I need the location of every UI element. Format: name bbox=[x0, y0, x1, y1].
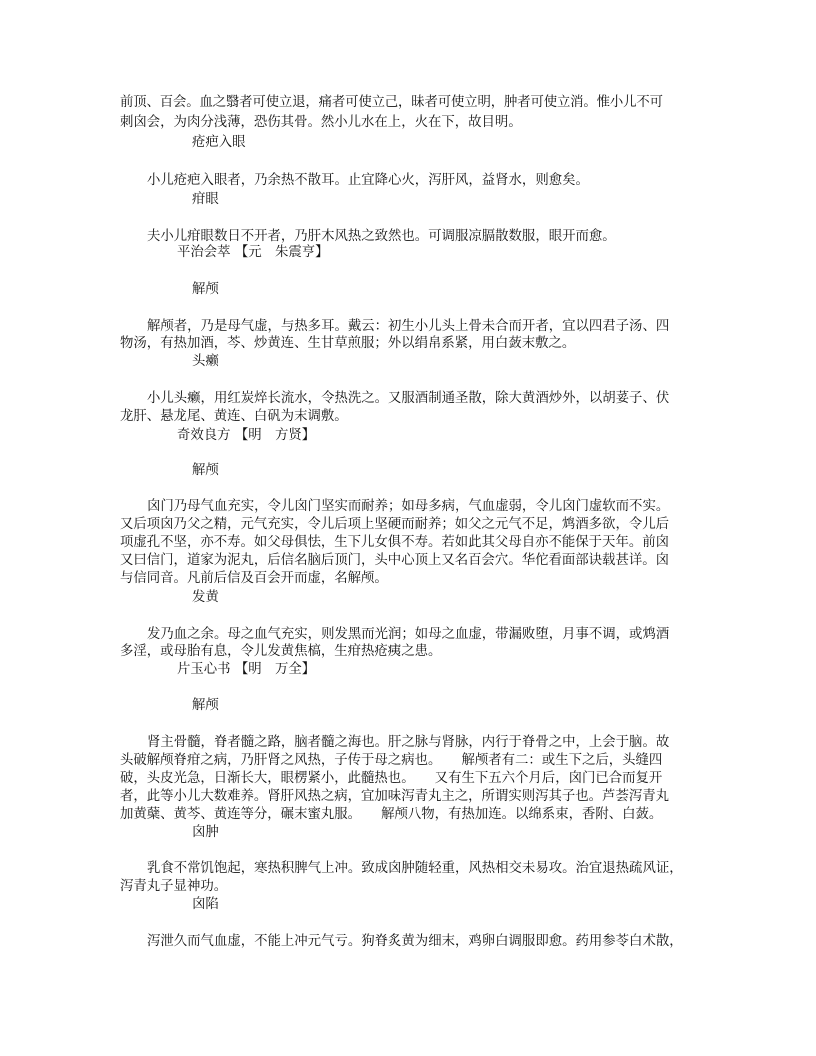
text-line: 与信同音。凡前后信及百会开而虚，名解颅。 bbox=[120, 571, 388, 586]
text-line: 又曰信门，道家为泥丸，后信名脑后顶门，头中心顶上又名百会穴。华佗看面部诀载甚详。囟 bbox=[120, 553, 670, 568]
source-heading: 平治会萃 【元 朱震亨】 bbox=[177, 245, 329, 260]
text-line: 泻青丸子显神功。 bbox=[120, 879, 228, 894]
source-heading: 片玉心书 【明 万全】 bbox=[177, 662, 316, 677]
text-line: 加黄蘖、黄芩、黄连等分，碾末蜜丸服。 解颅八物，有热加连。以绵系束，香附、白蔹。 bbox=[120, 807, 663, 822]
text-line: 刺囟会，为肉分浅薄，恐伤其骨。然小儿水在上，火在下，故目明。 bbox=[120, 115, 522, 130]
text-line: 又后项囟乃父之精，元气充实，令儿后项上坚硬而耐养；如父之元气不足，鸩酒多欲，令儿后 bbox=[120, 517, 670, 532]
section-heading: 发黄 bbox=[192, 590, 219, 605]
section-heading: 头癞 bbox=[192, 354, 219, 369]
text-line: 小儿疮疤入眼者，乃余热不散耳。止宜降心火，泻肝风，益肾水，则愈矣。 bbox=[147, 173, 589, 188]
section-heading: 囟陷 bbox=[192, 897, 219, 912]
text-line: 物汤，有热加酒，芩、炒黄连、生甘草煎服；外以绢帛系紧，用白蔹末敷之。 bbox=[120, 336, 576, 351]
text-line: 项虚孔不坚，亦不寿。如父母俱怯，生下儿女俱不寿。若如此其父母自亦不能保于天年。前囟 bbox=[120, 535, 670, 550]
text-line: 小儿头癞，用红炭焠长流水，令热洗之。又服酒制通圣散，除大黄酒炒外，以胡荽子、伏 bbox=[147, 391, 670, 406]
text-line: 前顶、百会。血之翳者可使立退，痛者可使立己，昧者可使立明，肿者可使立消。惟小儿不可 bbox=[120, 95, 663, 110]
text-line: 龙肝、悬龙尾、黄连、白矾为末调敷。 bbox=[120, 409, 348, 424]
text-line: 多淫，或母胎有息，令儿发黄焦槁，生疳热疮痍之患。 bbox=[120, 644, 442, 659]
section-heading: 疮疤入眼 bbox=[192, 135, 246, 150]
section-heading: 解颅 bbox=[192, 282, 219, 297]
text-line: 夫小儿疳眼数日不开者，乃肝木风热之致然也。可调服凉膈散数服，眼开而愈。 bbox=[147, 229, 616, 244]
source-heading: 奇效良方 【明 方贤】 bbox=[177, 428, 316, 443]
text-line: 头破解颅脊疳之病，乃肝肾之风热，子传于母之病也。 解颅者有二：或生下之后，头缝四 bbox=[120, 753, 663, 768]
text-line: 解颅者，乃是母气虚，与热多耳。戴云：初生小儿头上骨未合而开者，宜以四君子汤、四 bbox=[147, 319, 670, 334]
section-heading: 囟肿 bbox=[192, 825, 219, 840]
text-line: 者，此等小儿大数难养。肾肝风热之病，宜加味泻青丸主之，所谓实则泻其子也。芦荟泻青丸 bbox=[120, 789, 670, 804]
section-heading: 解颅 bbox=[192, 463, 219, 478]
section-heading: 疳眼 bbox=[192, 192, 219, 207]
text-line: 肾主骨髓，脊者髓之路，脑者髓之海也。肝之脉与肾脉，内行于脊骨之中，上会于脑。故 bbox=[147, 735, 670, 750]
section-heading: 解颅 bbox=[192, 698, 219, 713]
text-line: 泻泄久而气血虚，不能上冲元气亏。狗脊炙黄为细末，鸡卵白调服即愈。药用参苓白术散， bbox=[147, 934, 683, 949]
text-line: 囟门乃母气血充实，令儿囟门坚实而耐养；如母多病，气血虚弱，令儿囟门虚软而不实。 bbox=[147, 499, 670, 514]
text-line: 发乃血之余。母之血气充实，则发黑而光润；如母之血虚，带漏败堕，月事不调，或鸩酒 bbox=[147, 627, 670, 642]
text-line: 破，头皮光急，日渐长大，眼楞紧小，此髓热也。 又有生下五六个月后，囟门已合而复开 bbox=[120, 771, 663, 786]
text-line: 乳食不常饥饱起，寒热积脾气上冲。致成囟肿随轻重，风热相交未易攻。治宜退热疏风证， bbox=[147, 861, 683, 876]
